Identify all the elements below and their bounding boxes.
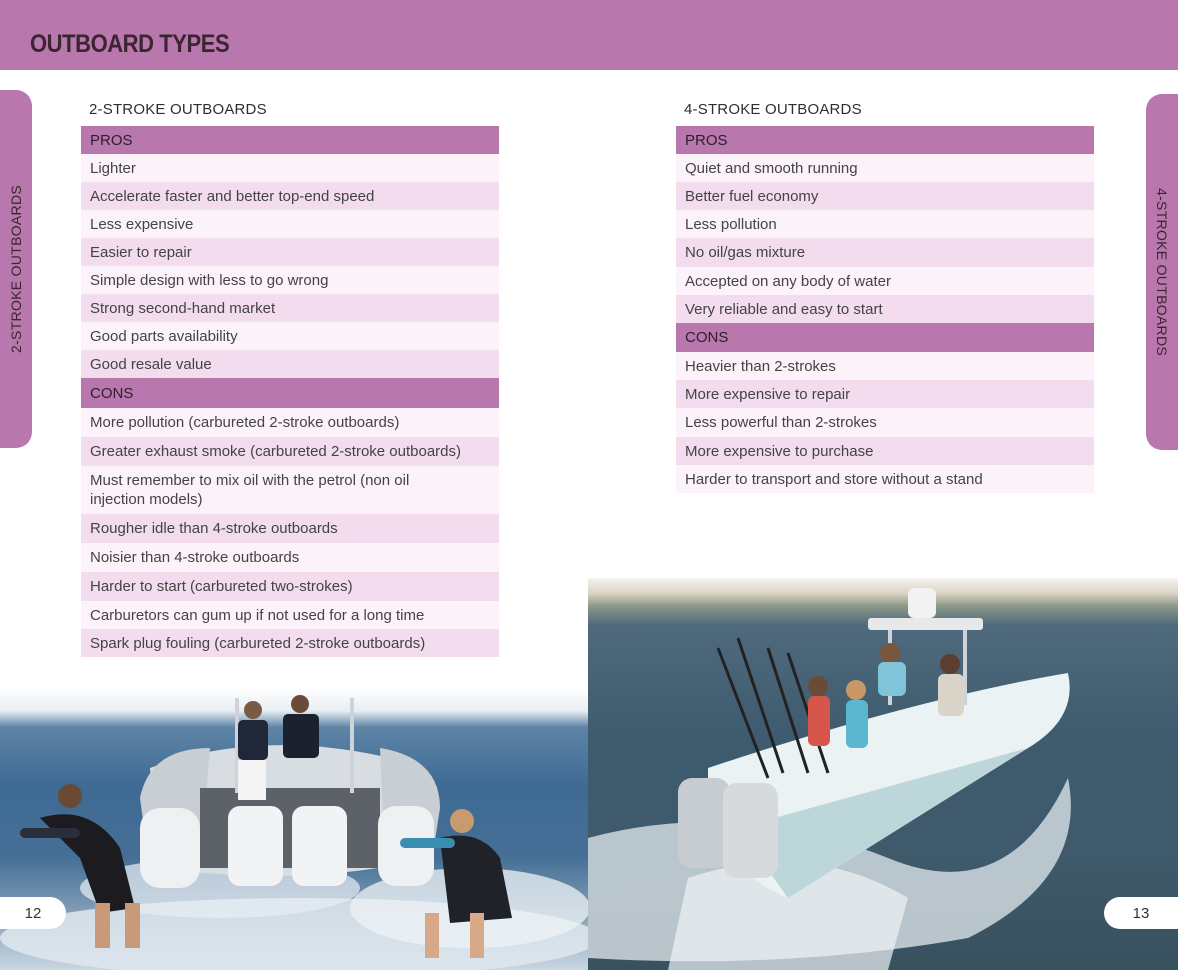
list-item: Noisier than 4-stroke outboards [81, 543, 499, 572]
list-item: Accepted on any body of water [676, 267, 1094, 295]
side-tab-right-label: 4-STROKE OUTBOARDS [1154, 188, 1170, 356]
right-cons-header [676, 323, 1094, 352]
fishing-boat-illustration [588, 578, 1178, 970]
fishing-boat-photo [588, 578, 1178, 970]
list-item: Lighter [81, 154, 499, 182]
list-item: More expensive to purchase [676, 437, 1094, 465]
right-section-title: 4-STROKE OUTBOARDS [684, 101, 862, 118]
left-pros-label: PROS [90, 131, 133, 149]
list-item: Quiet and smooth running [676, 154, 1094, 182]
list-item: More expensive to repair [676, 380, 1094, 408]
right-pros-label: PROS [685, 131, 728, 149]
right-table [676, 126, 1094, 493]
list-item: Very reliable and easy to start [676, 295, 1094, 323]
list-item: Harder to start (carbureted two-strokes) [81, 572, 499, 601]
list-item: Rougher idle than 4-stroke outboards [81, 514, 499, 543]
list-item: Less pollution [676, 210, 1094, 238]
list-item: Less expensive [81, 210, 499, 238]
list-item: Strong second-hand market [81, 294, 499, 322]
page-number-left: 12 [0, 897, 66, 929]
page-title: OUTBOARD TYPES [30, 30, 230, 58]
list-item: Easier to repair [81, 238, 499, 266]
side-tab-left [0, 90, 32, 448]
list-item: Good parts availability [81, 322, 499, 350]
page-number-right: 13 [1104, 897, 1178, 929]
list-item: Spark plug fouling (carbureted 2-stroke outboards) [81, 629, 499, 657]
left-table [81, 126, 499, 657]
left-cons-label: CONS [90, 384, 134, 402]
list-item: Better fuel economy [676, 182, 1094, 210]
left-pros-header [81, 126, 499, 154]
list-item: Carburetors can gum up if not used for a long time [81, 601, 499, 629]
list-item: Greater exhaust smoke (carbureted 2-stroke outboards) [81, 437, 499, 466]
right-pros-header [676, 126, 1094, 154]
list-item: Accelerate faster and better top-end speed [81, 182, 499, 210]
list-item: Heavier than 2-strokes [676, 352, 1094, 380]
rib-boat-photo [0, 688, 588, 970]
side-tab-right [1146, 94, 1178, 450]
list-item: Less powerful than 2-strokes [676, 408, 1094, 437]
rib-boat-illustration [0, 688, 588, 970]
list-item: More pollution (carbureted 2-stroke outboards) [81, 408, 499, 437]
left-section-title: 2-STROKE OUTBOARDS [89, 101, 267, 118]
right-cons-label: CONS [685, 329, 729, 346]
list-item: Must remember to mix oil with the petrol (non oil injection models) [81, 466, 499, 514]
list-item: Simple design with less to go wrong [81, 266, 499, 294]
left-cons-header [81, 378, 499, 408]
side-tab-left-label: 2-STROKE OUTBOARDS [8, 185, 24, 353]
list-item: Good resale value [81, 350, 499, 378]
list-item: Harder to transport and store without a stand [676, 465, 1094, 493]
list-item: No oil/gas mixture [676, 238, 1094, 267]
